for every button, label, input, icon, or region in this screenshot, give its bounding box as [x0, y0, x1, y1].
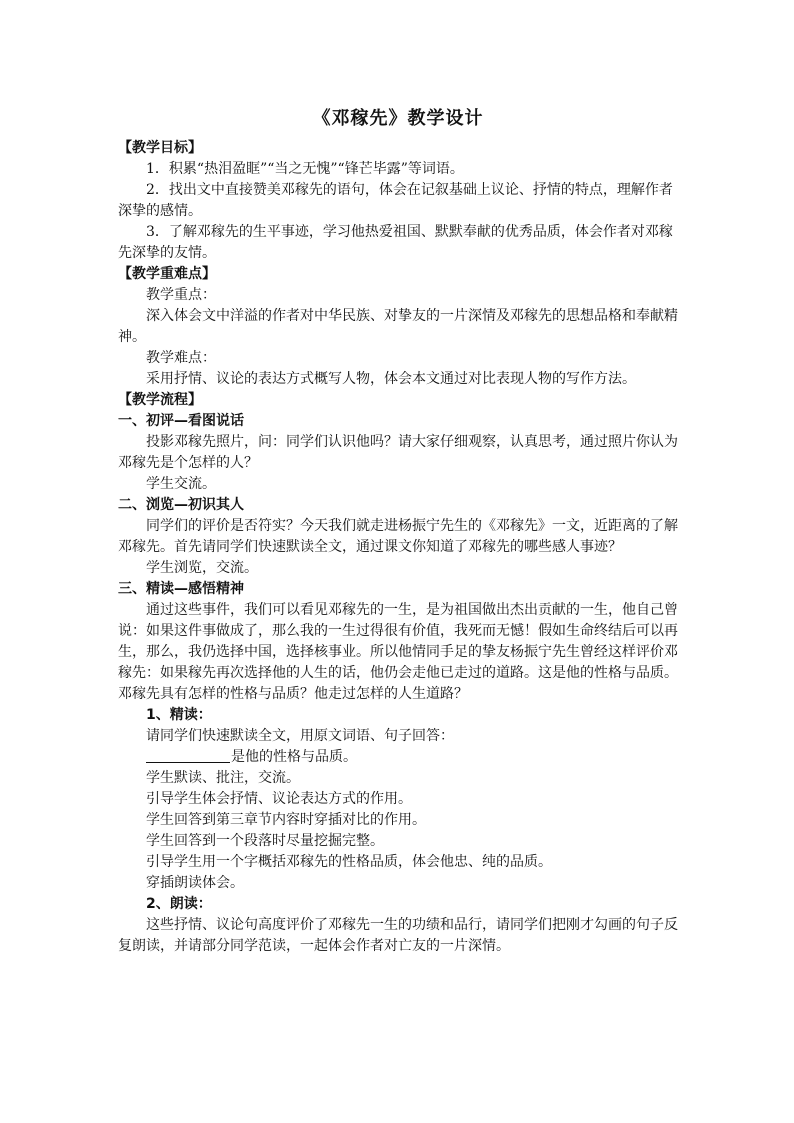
- section-3-sub-2: 2、朗读：: [146, 896, 212, 912]
- section-3-line-3: 学生默读、批注，交流。: [146, 770, 300, 786]
- section-3-line-2-text: 是他的性格与品质。: [231, 749, 357, 765]
- section-3-line-6: 学生回答到一个段落时尽量挖掘完整。: [146, 833, 384, 849]
- section-3-line-5: 学生回答到第三章节内容时穿插对比的作用。: [146, 812, 426, 828]
- goal-item-2: 2．找出文中直接赞美邓稼先的语句，体会在记叙基础上议论、抒情的特点，理解作者深挚的感情。: [118, 182, 673, 219]
- section-2-paragraph-2: 学生浏览，交流。: [146, 560, 258, 576]
- section-3-line-1: 请同学们快速默读全文，用原文词语、句子回答：: [146, 728, 454, 744]
- focus-text: 深入体会文中洋溢的作者对中华民族、对挚友的一片深情及邓稼先的思想品格和奉献精神。: [118, 308, 678, 345]
- document-title: 《邓稼先》教学设计: [312, 108, 484, 129]
- keypoints-heading: 【教学重难点】: [118, 266, 216, 282]
- section-1-paragraph-2: 学生交流。: [146, 476, 216, 492]
- section-2-paragraph-1: 同学们的评价是否符实？今天我们就走进杨振宁先生的《邓稼先》一文，近距离的了解邓稼先。首先请同学们快速默读全文，通过课文你知道了邓稼先的哪些感人事迹？: [118, 518, 678, 555]
- section-3-heading: 三、精读—感悟精神: [118, 581, 244, 597]
- section-3-line-4: 引导学生体会抒情、议论表达方式的作用。: [146, 791, 412, 807]
- document-page: [118, 100, 678, 957]
- difficulty-text: 采用抒情、议论的表达方式概写人物，体会本文通过对比表现人物的写作方法。: [146, 371, 636, 387]
- goals-heading: 【教学目标】: [118, 140, 202, 156]
- goal-item-1: 1．积累“热泪盈眶”“当之无愧”“锋芒毕露”等词语。: [146, 161, 464, 177]
- process-heading: 【教学流程】: [118, 392, 202, 408]
- section-3-sub-1: 1、精读：: [146, 707, 212, 723]
- section-3-line-8: 穿插朗读体会。: [146, 875, 244, 891]
- section-1-heading: 一、初评—看图说话: [118, 413, 244, 429]
- section-1-paragraph-1: 投影邓稼先照片，问：同学们认识他吗？请大家仔细观察，认真思考，通过照片你认为邓稼先是个怎样的人？: [118, 434, 678, 471]
- focus-label: 教学重点：: [146, 287, 216, 303]
- section-3-paragraph-2: 这些抒情、议论句高度评价了邓稼先一生的功绩和品行，请同学们把刚才勾画的句子反复朗读，并请部分同学范读，一起体会作者对亡友的一片深情。: [118, 917, 678, 954]
- goal-item-3: 3．了解邓稼先的生平事迹，学习他热爱祖国、默默奉献的优秀品质，体会作者对邓稼先深挚的友情。: [118, 224, 673, 261]
- section-2-heading: 二、浏览—初识其人: [118, 497, 244, 513]
- difficulty-label: 教学难点：: [146, 350, 216, 366]
- section-3-line-2: [118, 747, 678, 768]
- section-3-paragraph-1: 通过这些事件，我们可以看见邓稼先的一生，是为祖国做出杰出贡献的一生，他自己曾说：如果这件事做成了，那么我的一生过得很有价值，我死而无憾！假如生命终结后可以再生，那么，我仍选择中国，选择核事业。所以他情同手足的挚友杨振宁先生曾经这样评价邓稼先：如果稼先再次选择他的人生的话，他仍会走他已走过的道路。这是他的性格与品质。邓稼先具有怎样的性格与品质？他走过怎样的人生道路？: [118, 602, 678, 702]
- fill-in-blank: [146, 748, 230, 763]
- section-3-line-7: 引导学生用一个字概括邓稼先的性格品质，体会他忠、纯的品质。: [146, 854, 552, 870]
